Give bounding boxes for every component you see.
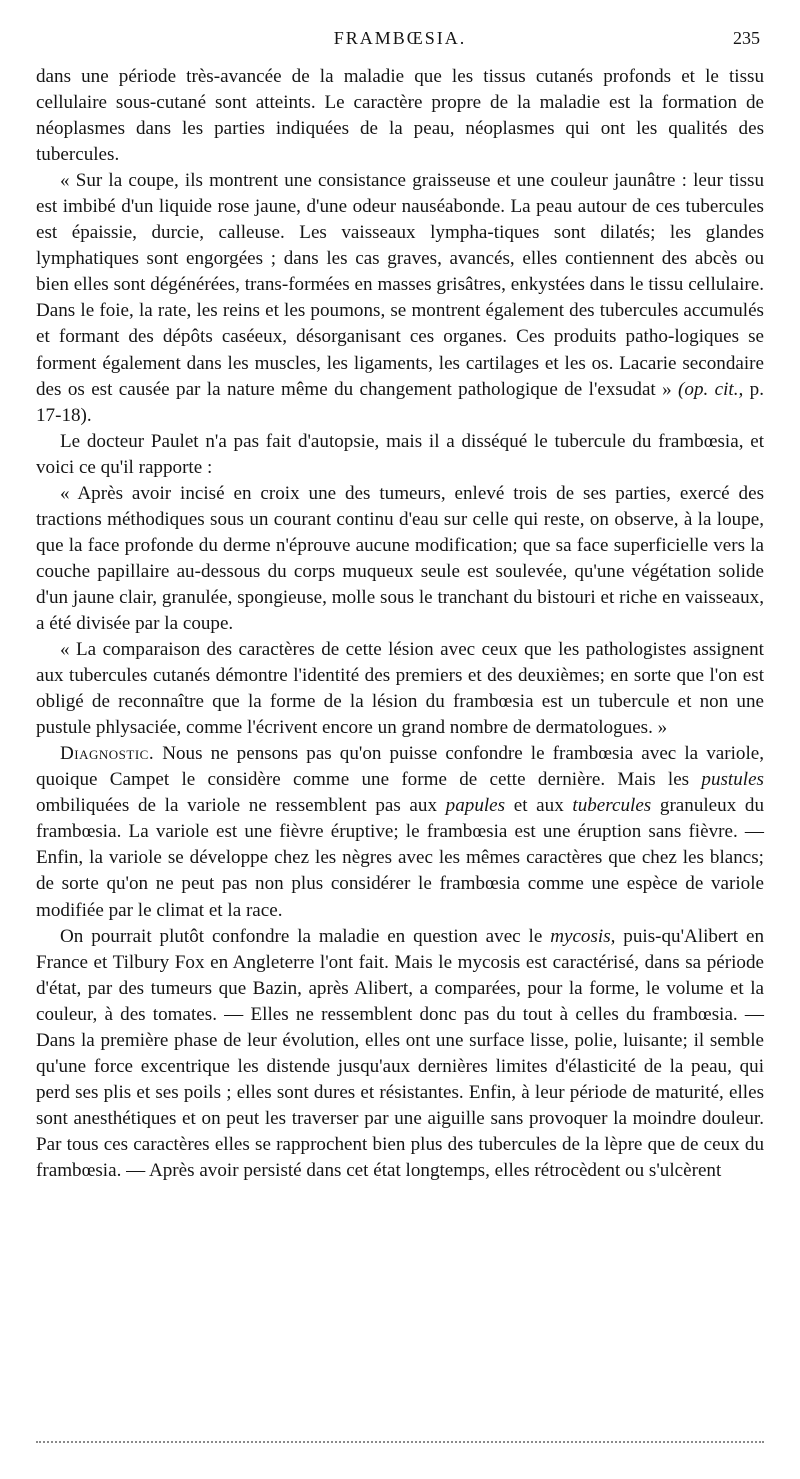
citation: (op. cit., — [678, 378, 744, 400]
body-text — [36, 64, 764, 1184]
paragraph: Le docteur Paulet n'a pas fait d'autopsie, mais il a disséqué le tubercule du frambœsia, et voici ce qu'il rapporte : — [36, 430, 764, 478]
text-run: ombiliquées de la variole ne ressemblent pas aux — [36, 795, 446, 817]
paragraph — [36, 924, 764, 1184]
italic-term: tubercules — [572, 795, 652, 817]
paragraph: « La comparaison des caractères de cette lésion avec ceux que les pathologistes assignent aux tubercules cutanés démontre l'identité des premiers et des deuxièmes; en sorte que l'on est obligé de reconnaître que la forme de la lésion du frambœsia est un tubercule et non une pustule phlysaciée, comme l'écrivent encore un grand nombre de dermatologues. » — [36, 639, 764, 739]
footer-dotted-rule — [36, 1441, 764, 1443]
paragraph — [36, 168, 764, 428]
citation-tail: p. 17-18). — [36, 378, 764, 426]
paragraph-text: « Sur la coupe, ils montrent une consistance graisseuse et une couleur jaunâtre : leur tissu est imbibé d'un liquide rose jaune, d'une odeur nauséabonde. La peau autour de ces tubercules est épaissie, durcie, calleuse. Les vaisseaux lympha-tiques sont dilatés; les glandes lymphatiques sont engorgées ; dans les cas graves, avancés, elles contiennent des abcès ou bien elles sont dégénérées, trans-formées en masses grisâtres, enkystées dans le tissu cellulaire. Dans le foie, la rate, les reins et les poumons, se montrent également des tubercules accumulés et formant des dépôts caséeux, désorganisant ces organes. Ces produits patho-logiques se forment également dans les muscles, les ligaments, les cartilages et les os. Lacarie secondaire des os est causée par la nature même du changement pathologique de l'exsudat » — [36, 170, 764, 400]
italic-term: papules — [445, 795, 506, 817]
italic-term: pustules — [701, 769, 764, 791]
italic-term: mycosis, — [550, 925, 616, 947]
paragraph: dans une période très-avancée de la maladie que les tissus cutanés profonds et le tissu cellulaire sous-cutané sont atteints. Le caractère propre de la maladie est la formation de néoplasmes dans les parties indiquées de la peau, néoplasmes qui ont les qualités des tubercules. — [36, 66, 764, 166]
text-run: granuleux du frambœsia. La variole est une fièvre éruptive; le frambœsia est une éruption sans fièvre. — Enfin, la variole se développe chez les nègres avec les mêmes caractères que chez les blancs; de sorte qu'on ne peut pas non plus considérer le frambœsia comme une espèce de variole modifiée par le climat et la race. — [36, 795, 764, 921]
text-run: On pourrait plutôt confondre la maladie en question avec le — [60, 925, 551, 947]
section-lead: Diagnostic. — [60, 743, 155, 765]
page-number: 235 — [733, 28, 760, 48]
paragraph: « Après avoir incisé en croix une des tumeurs, enlevé trois de ses parties, exercé des tractions méthodiques sous un courant continu d'eau sur celle qui reste, on observe, à la loupe, que la face profonde du derme n'éprouve aucune modification; que sa face superficielle vers la couche papillaire au-dessous du corps muqueux seule est soulevée, qu'une végétation solide d'un jaune clair, granulée, spongieuse, molle sous le tranchant du bistouri et riche en vaisseaux, a été divisée par la coupe. — [36, 482, 764, 634]
text-run: et aux — [505, 795, 573, 817]
running-header — [36, 28, 764, 64]
paragraph — [36, 741, 764, 923]
text-run: puis-qu'Alibert en France et Tilbury Fox en Angleterre l'ont fait. Mais le mycosis est caractérisé, dans sa période d'état, par des tumeurs que Bazin, après Alibert, a comparées, pour la forme, le volume et la couleur, à des tomates. — Elles ne ressemblent donc pas du tout à celles du frambœsia. — Dans la première phase de leur évolution, elles ont une surface lisse, polie, luisante; il semble qu'une force excentrique les distende jusqu'aux dernières limites d'élasticité de la peau, qui perd ses plis et ses poils ; elles sont dures et résistantes. Enfin, à leur période de maturité, elles sont anesthétiques et on peut les traverser par une aiguille sans provoquer la moindre douleur. Par tous ces caractères elles se rapprochent bien plus des tubercules de la lèpre que de ceux du frambœsia. — Après avoir persisté dans cet état longtemps, elles rétrocèdent ou s'ulcèrent — [36, 925, 765, 1181]
text-run: Nous ne pensons pas qu'on puisse confondre le frambœsia avec la variole, quoique Campet le considère comme une forme de cette dernière. Mais les — [36, 743, 764, 791]
running-title: FRAMBŒSIA. — [333, 28, 467, 48]
